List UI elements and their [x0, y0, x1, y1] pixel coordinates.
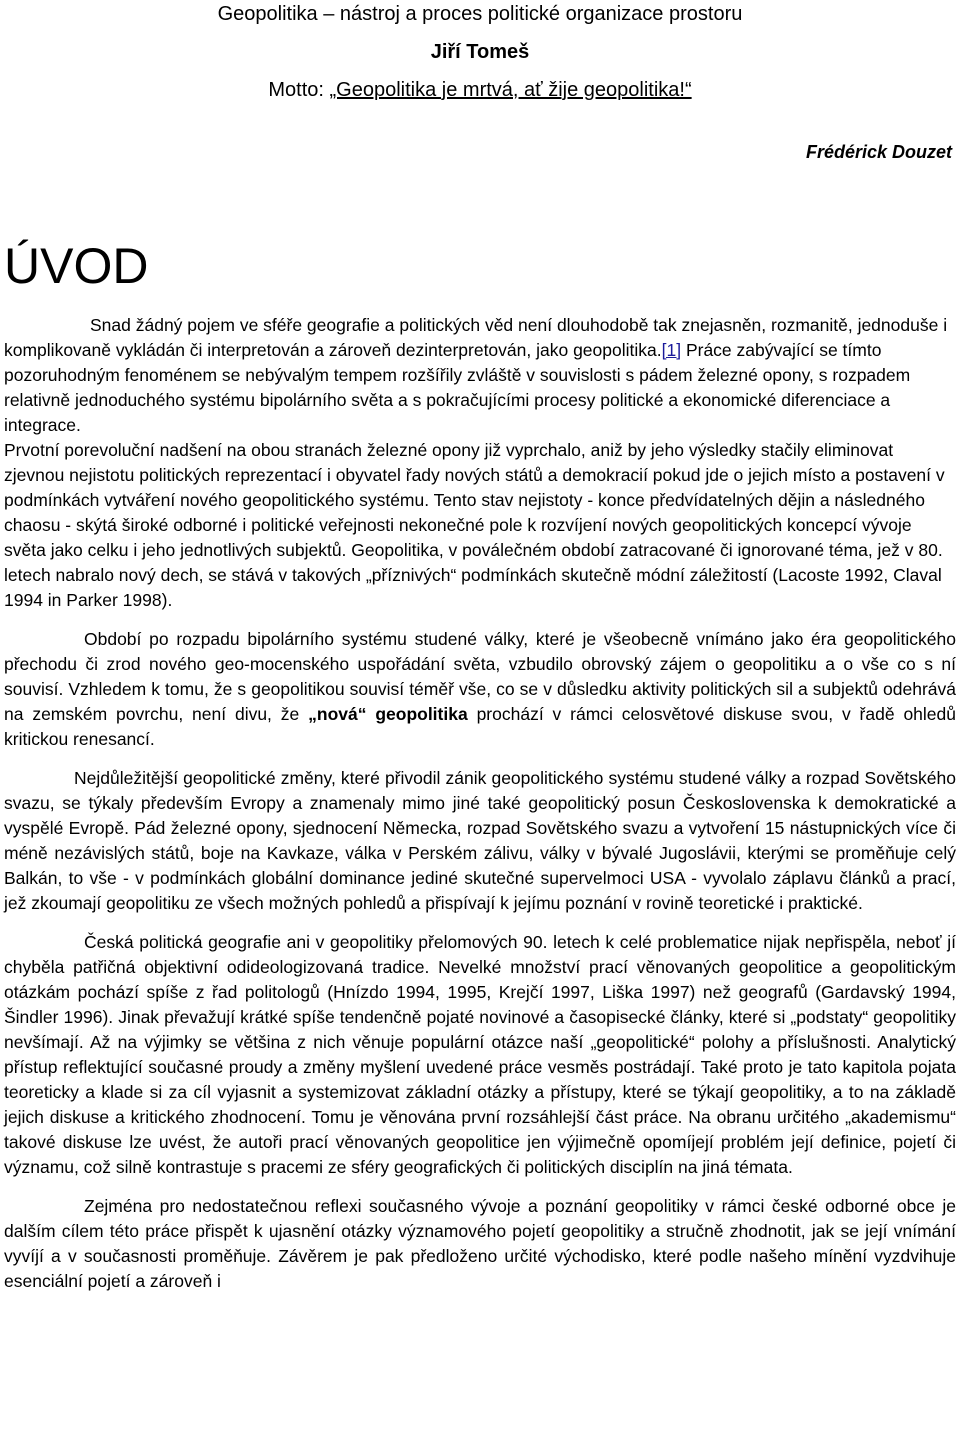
paragraph-text: Období po rozpadu bipolárního systému studené války, které je všeobecně vnímáno jako éra geopolitického přechodu či zrod nového geo-mocenského uspořádání světa, vzbudilo obrovský zájem o geopolitiku a o vše co s ní souvisí. Vzhledem k tomu, že s geopolitikou souvisí téměř vše, co se v důsledku aktivity politických sil a subjektů odehrává na zemském povrchu, není divu, že	[4, 629, 956, 724]
footnote-link[interactable]: [1]	[661, 340, 682, 360]
motto-line	[4, 78, 956, 102]
paragraph-bipolar-era	[4, 627, 956, 752]
document-page	[0, 2, 960, 1294]
emphasis-new-geopolitics: „nová“ geopolitika	[308, 704, 468, 724]
paragraph-revolution: Prvotní porevoluční nadšení na obou stranách železné opony již vyprchalo, aniž by jeho výsledky stačily eliminovat zjevnou nejistotu politických reprezentací i obyvatel řady nových států a demokracií pokud jde o jejich místo a postavení v podmínkách vytváření nového geopolitického systému. Tento stav nejistoty - konce předvídatelných dějin a následného chaosu - skýtá široké odborné i politické veřejnosti nekonečné pole k rozvíjení nových geopolitických koncepcí vývoje světa jako celku i jeho jednotlivých subjektů. Geopolitika, v poválečném období zatracované či ignorované téma, jež v 80. letech nabralo nový dech, se stává v takových „příznivých“ podmínkách skutečně módní záležitostí (Lacoste 1992, Claval 1994 in Parker 1998).	[4, 440, 945, 610]
paragraph-text: prochází v rámci celosvětové diskuse svou, v řadě ohledů kritickou renesancí.	[4, 704, 956, 749]
paragraph-geopolitical-changes: Nejdůležitější geopolitické změny, které přivodil zánik geopolitického systému studené války a rozpad Sovětského svazu, se týkaly především Evropy a znamenaly mimo jiné také geopolitický posun Československa k demokratické a vyspělé Evropě. Pád železné opony, sjednocení Německa, rozpad Sovětského svazu a vytvoření 15 nástupnických více či méně nezávislých států, boje na Kavkaze, válka v Perském zálivu, války v bývalé Jugoslávii, kterými se proměňuje celý Balkán, to vše - v podmínkách globální dominance jediné skutečné supervelmoci USA - vyvolalo záplavu článků a prací, jež zkoumají geopolitiku ze všech možných pohledů a přispívají k jejímu poznání v rovině teoretické i praktické.	[4, 768, 956, 913]
paragraph-czech-geography: Česká politická geografie ani v geopolitiky přelomových 90. letech k celé problematice nijak nepřispěla, neboť jí chyběla patřičná objektivní odideologizovaná tradice. Nevelké množství prací věnovaných geopolitice a geopolitickým otázkám pochází spíše z řad politologů (Hnízdo 1994, 1995, Krejčí 1997, Liška 1997) než geografů (Gardavský 1994, Šindler 1996). Jinak převažují krátké spíše tendenčně pojaté novinové a časopisecké články, které si „podstaty“ geopolitiky nevšímají. Až na výjimky se většina z nich věnuje populární otázce naší „geopolitické“ polohy a příslušnosti. Analytický přístup reflektující současné proudy a změny myšlení uvedené práce vesměs postrádají. Také proto je tato kapitola pojata teoreticky a klade si za cíl vyjasnit a systemizovat základní otázky a přístupy, které se týkají geopolitiky, a to na základě jejich diskuse a kritického zhodnocení. Tomu je věnována první rozsáhlejší část práce. Na obranu určitého „akademismu“ takové diskuse lze uvést, že autoři prací věnovaných geopolitice jen výjimečně opomíjejí problém její definice, pojetí či významu, což silně kontrastuje s pracemi ze sféry geografických či politických disciplín na jiná témata.	[4, 932, 956, 1177]
paragraph-aims: Zejména pro nedostatečnou reflexi současného vývoje a poznání geopolitiky v rámci české odborné obce je dalším cílem této práce přispět k ujasnění otázky významového pojetí geopolitiky a stručně zhodnotit, jak se její vnímání vyvíjí a v současnosti proměňuje. Závěrem je pak předloženo určité východisko, které podle našeho mínění vyzdvihuje esenciální pojetí a zároveň i	[4, 1196, 956, 1291]
section-heading: ÚVOD	[4, 238, 149, 294]
paragraph-text: Snad žádný pojem ve sféře geografie a politických věd není dlouhodobě tak znejasněn, rozmanitě, jednoduše i komplikovaně vykládán či interpretován a zároveň dezinterpretován, jako geopolitika.	[4, 315, 948, 360]
motto-author: Frédérick Douzet	[805, 142, 952, 162]
motto-quote-link[interactable]: „Geopolitika je mrtvá, ať žije geopolitika!“	[329, 79, 692, 101]
motto-label: Motto:	[268, 79, 330, 101]
paragraph-intro	[4, 313, 956, 438]
document-title: Geopolitika – nástroj a proces politické organizace prostoru	[217, 3, 743, 25]
paragraph-text: Práce zabývající se tímto pozoruhodným fenoménem se nebývalým tempem rozšířily zvláště v souvislosti s pádem železné opony, s rozpadem relativně jednoduchého systému bipolárního světa a s pokračujícími procesy politické a ekonomické diferenciace a integrace.	[4, 340, 911, 435]
document-author: Jiří Tomeš	[430, 41, 530, 63]
